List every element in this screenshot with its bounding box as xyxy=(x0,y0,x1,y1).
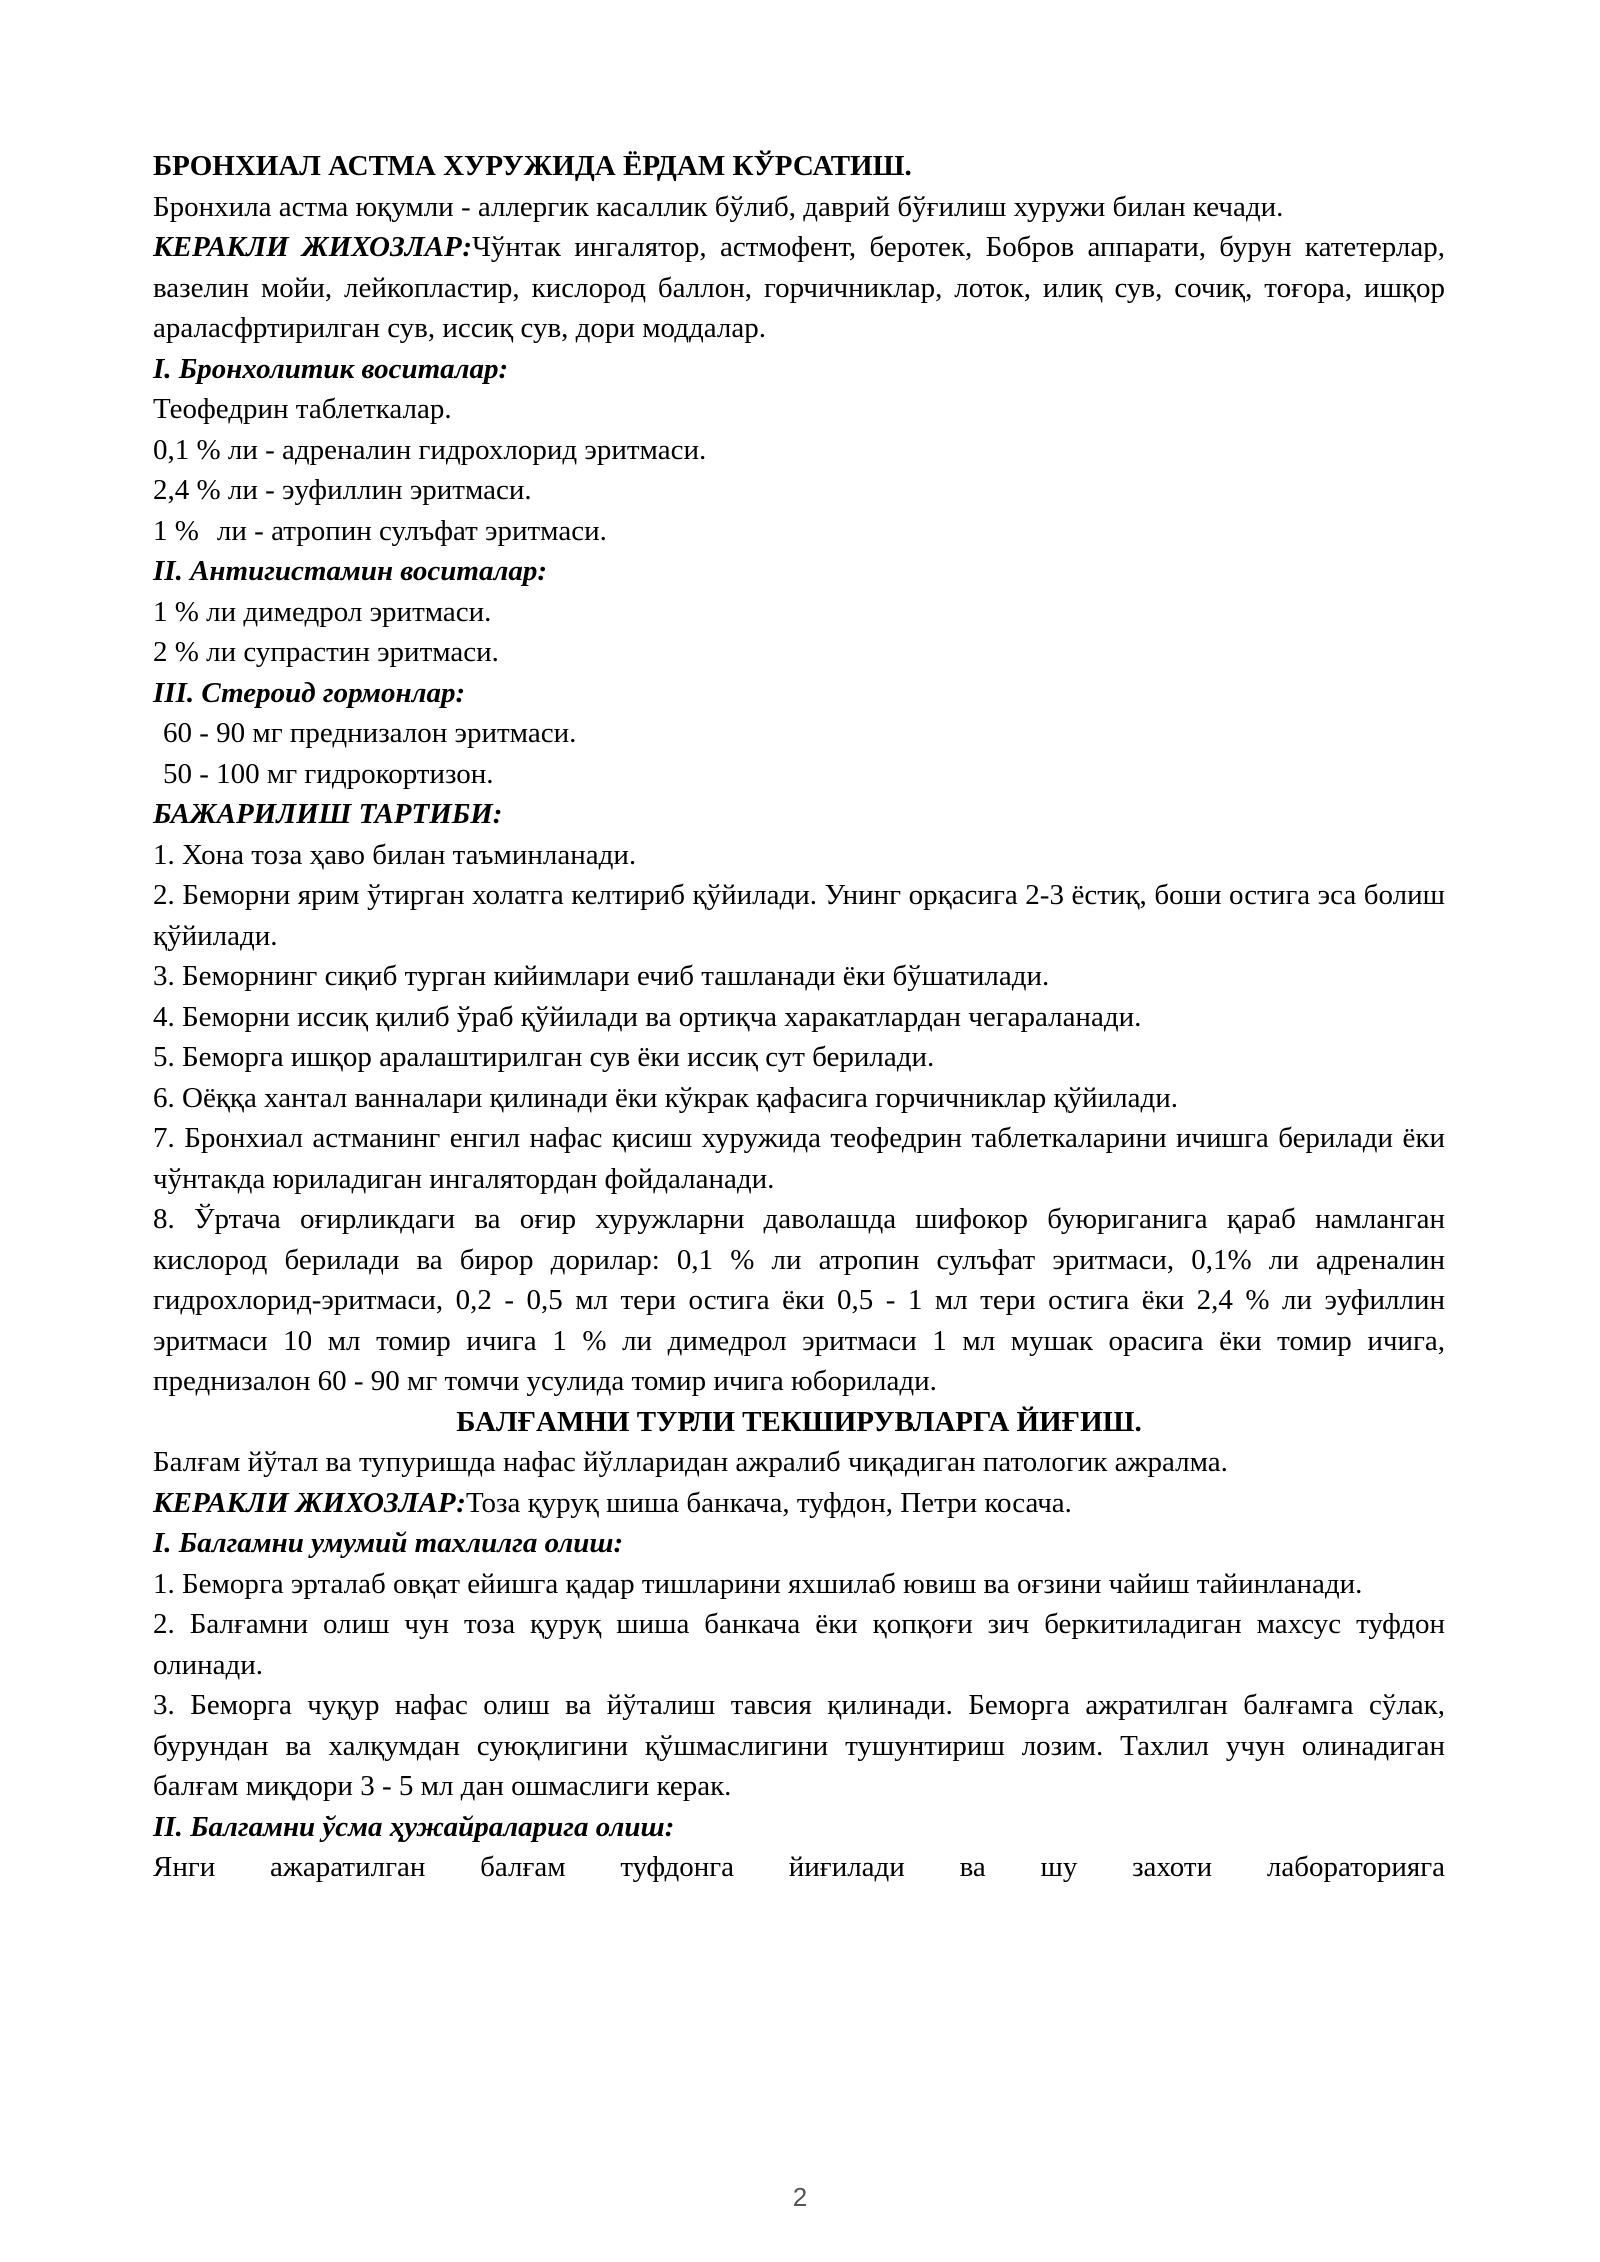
group2-heading: II. Антигистамин воситалар: xyxy=(153,555,547,587)
group3-item: 50 - 100 мг гидрокортизон. xyxy=(163,757,494,790)
group2-item: 2 % ли супрастин эритмаси. xyxy=(153,636,499,668)
group1-last-rest: ли - атропин сулъфат эритмаси. xyxy=(216,514,607,547)
sub2-heading: II. Балгамни ўсма ҳужайраларига олиш: xyxy=(153,1810,675,1843)
page-number: 2 xyxy=(792,2182,808,2212)
sputum-intro: Балғам йўтал ва тупуришда нафас йўлларидан ажралиб чиқадиган патологик ажралма. xyxy=(153,1446,1228,1478)
sub1-step: 2. Балғамни олиш чун тоза қуруқ шиша банкача ёки қопқоғи зич беркитиладиган махсус туфдон олинади. xyxy=(153,1608,1445,1681)
procedure-heading: БАЖАРИЛИШ ТАРТИБИ: xyxy=(153,798,503,830)
document-page xyxy=(153,146,1445,1888)
asthma-intro: Бронхила астма юқумли - аллергик касаллик бўлиб, даврий бўғилиш хуружи билан кечади. xyxy=(153,190,1284,223)
equipment-label: КЕРАКЛИ ЖИХОЗЛАР: xyxy=(153,1486,466,1519)
sputum-equipment xyxy=(153,1483,1445,1524)
sub2-text: Янги ажаратилган балғам туфдонга йиғилади ва шу захоти лабораторияга xyxy=(153,1851,1445,1883)
group1-item: 0,1 % ли - адреналин гидрохлорид эритмаси. xyxy=(153,433,707,466)
sub1-heading: I. Балгамни умумий тахлилга олиш: xyxy=(153,1527,624,1559)
equipment-text: Чўнтак ингалятор, астмофент, беротек, Бобров аппарати, бурун катетерлар, вазелин мойи, лейкопластир, кислород баллон, горчичниклар, лоток, илиқ сув, сочиқ, тоғора, ишқор араласфртирилган сув, иссиқ сув, дори моддалар. xyxy=(153,231,1446,344)
sub1-step: 1. Беморга эрталаб овқат ейишга қадар тишларини яхшилаб ювиш ва оғзини чайиш тайинланади. xyxy=(153,1567,1363,1600)
group3-item: 60 - 90 мг преднизалон эритмаси. xyxy=(163,717,577,749)
procedure-step: 7. Бронхиал астманинг енгил нафас қисиш хуружида теофедрин таблеткаларини ичишга берилади ёки чўнтакда юриладиган ингалятордан фойдаланади. xyxy=(153,1122,1445,1195)
asthma-equipment xyxy=(153,227,1445,349)
procedure-step: 8. Ўртача оғирликдаги ва оғир хуружларни даволашда шифокор буюриганига қараб намланган кислород берилади ва бирор дорилар: 0,1 % ли атропин сулъфат эритмаси, 0,1% ли адреналин гидрохлорид-эритмаси, 0,2 - 0,5 мл тери остига ёки 0,5 - 1 мл тери остига ёки 2,4 % ли эуфиллин эритмаси 10 мл томир ичига 1 % ли димедрол эритмаси 1 мл мушак орасига ёки томир ичига, преднизалон 60 - 90 мг томчи усулида томир ичига юборилади. xyxy=(153,1203,1445,1397)
group1-item: Теофедрин таблеткалар. xyxy=(153,393,452,425)
group1-item xyxy=(153,511,1445,552)
sub1-step: 3. Беморга чуқур нафас олиш ва йўталиш тавсия қилинади. Беморга ажратилган балғамга сўлак, бурундан ва халқумдан суюқлигини қўшмаслигини тушунтириш лозим. Тахлил учун олинадиган балғам миқдори 3 - 5 мл дан ошмаслиги керак. xyxy=(153,1689,1445,1802)
procedure-step: 2. Беморни ярим ўтирган холатга келтириб қўйилади. Унинг орқасига 2-3 ёстиқ, боши остига эса болиш қўйилади. xyxy=(153,879,1445,952)
procedure-step: 3. Беморнинг сиқиб турган кийимлари ечиб ташланади ёки бўшатилади. xyxy=(153,960,1050,992)
group1-item: 2,4 % ли - эуфиллин эритмаси. xyxy=(153,474,532,506)
group2-item: 1 % ли димедрол эритмаси. xyxy=(153,595,492,628)
procedure-step: 5. Беморга ишқор аралаштирилган сув ёки иссиқ сут берилади. xyxy=(153,1041,935,1073)
group3-heading: III. Стероид гормонлар: xyxy=(153,676,466,709)
procedure-step: 4. Беморни иссиқ қилиб ўраб қўйилади ва ортиқча харакатлардан чегараланади. xyxy=(153,1000,1142,1033)
group1-heading: I. Бронхолитик воситалар: xyxy=(153,352,509,385)
section-title-sputum: БАЛҒАМНИ ТУРЛИ ТЕКШИРУВЛАРГА ЙИҒИШ. xyxy=(456,1405,1142,1438)
group1-last-prefix: 1 % xyxy=(153,514,199,547)
section-title-asthma: БРОНХИАЛ АСТМА ХУРУЖИДА ЁРДАМ КЎРСАТИШ. xyxy=(153,150,912,182)
procedure-step: 6. Оёққа хантал ванналари қилинади ёки кўкрак қафасига горчичниклар қўйилади. xyxy=(153,1081,1178,1114)
procedure-step: 1. Хона тоза ҳаво билан таъминланади. xyxy=(153,838,637,871)
equipment-text: Тоза қуруқ шиша банкача, туфдон, Петри косача. xyxy=(465,1486,1072,1519)
equipment-label: КЕРАКЛИ ЖИХОЗЛАР: xyxy=(153,231,473,263)
